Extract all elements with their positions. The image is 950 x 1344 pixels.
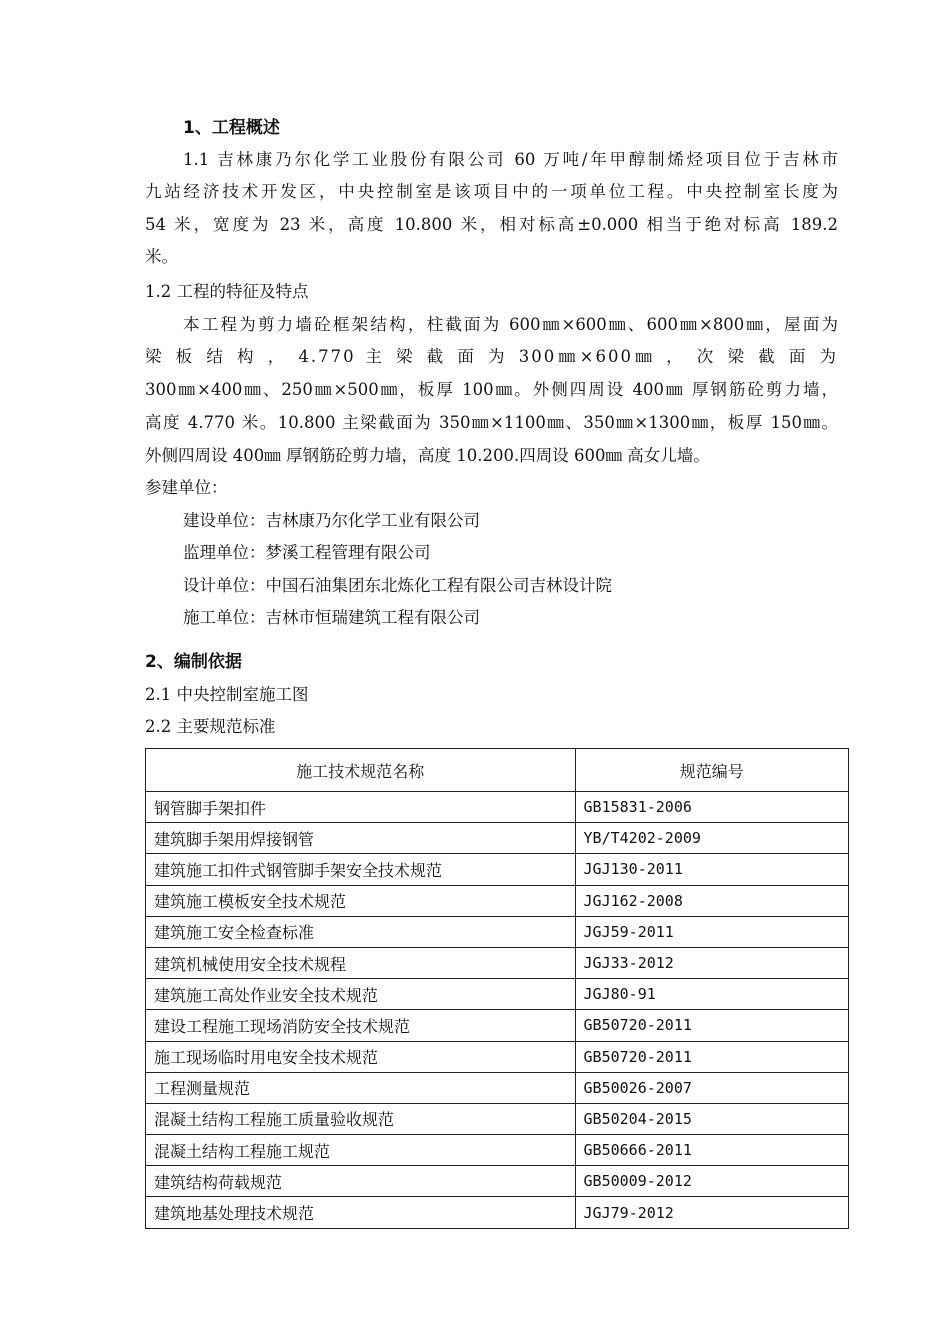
participant-supervision-unit: 监理单位：梦溪工程管理有限公司 [183,543,431,562]
table-row [146,1197,849,1228]
table-row [146,854,849,885]
section-2-heading: 2、编制依据 [145,652,242,672]
section-1-heading: 1、工程概述 [183,118,280,138]
table-row [146,979,849,1010]
standard-code: JGJ162-2008 [575,885,848,916]
table-row [146,885,849,916]
table-row [146,1103,849,1134]
paragraph-1-2-line: 本工程为剪力墙砼框架结构，柱截面为 600㎜×600㎜、600㎜×800㎜，屋面为 [183,315,838,334]
standard-name: 施工现场临时用电安全技术规范 [146,1041,576,1072]
table-row [146,1041,849,1072]
standard-name: 建筑施工扣件式钢管脚手架安全技术规范 [146,854,576,885]
table-row [146,1010,849,1041]
standard-name: 建筑地基处理技术规范 [146,1197,576,1228]
standard-code: JGJ80-91 [575,979,848,1010]
table-row [146,1072,849,1103]
table-row [146,1166,849,1197]
subsection-1-2-heading: 1.2 工程的特征及特点 [145,282,309,301]
standard-code: GB50026-2007 [575,1072,848,1103]
standard-code: GB50666-2011 [575,1135,848,1166]
standard-code: GB50720-2011 [575,1041,848,1072]
standard-code: JGJ59-2011 [575,916,848,947]
table-row [146,823,849,854]
standard-name: 工程测量规范 [146,1072,576,1103]
paragraph-1-1-line: 54 米，宽度为 23 米，高度 10.800 米，相对标高±0.000 相当于绝对标高 189.2 [145,215,838,234]
paragraph-1-2-line: 300㎜×400㎜、250㎜×500㎜，板厚 100㎜。外侧四周设 400㎜ 厚钢筋砼剪力墙， [145,380,838,399]
standard-code: GB50009-2012 [575,1166,848,1197]
column-header-name: 施工技术规范名称 [146,749,576,792]
standard-name: 建设工程施工现场消防安全技术规范 [146,1010,576,1041]
table-row [146,792,849,823]
standard-name: 建筑施工安全检查标准 [146,916,576,947]
table-row [146,1135,849,1166]
standard-code: GB50720-2011 [575,1010,848,1041]
standard-code: JGJ79-2012 [575,1197,848,1228]
standard-name: 混凝土结构工程施工规范 [146,1135,576,1166]
standard-code: GB15831-2006 [575,792,848,823]
table-header-row [146,749,849,792]
paragraph-1-2-line: 高度 4.770 米。10.800 主梁截面为 350㎜×1100㎜、350㎜×1300㎜，板厚 150㎜。 [145,413,838,432]
standard-name: 建筑结构荷载规范 [146,1166,576,1197]
standard-name: 混凝土结构工程施工质量验收规范 [146,1103,576,1134]
standard-code: GB50204-2015 [575,1103,848,1134]
standard-name: 建筑施工高处作业安全技术规范 [146,979,576,1010]
participant-design-unit: 设计单位：中国石油集团东北炼化工程有限公司吉林设计院 [183,576,612,595]
participant-contractor-unit: 施工单位：吉林市恒瑞建筑工程有限公司 [183,608,480,627]
paragraph-1-1-line: 米。 [145,247,178,266]
participants-label: 参建单位： [145,478,228,497]
standards-table [145,748,849,1229]
subsection-2-2-heading: 2.2 主要规范标准 [145,717,276,736]
table-row [146,947,849,978]
paragraph-1-1-line: 1.1 吉林康乃尔化学工业股份有限公司 60 万吨/年甲醇制烯烃项目位于吉林市 [183,150,838,169]
standard-name: 钢管脚手架扣件 [146,792,576,823]
paragraph-1-2-line: 外侧四周设 400㎜ 厚钢筋砼剪力墙，高度 10.200.四周设 600㎜ 高女儿墙。 [145,446,710,465]
standard-name: 建筑施工模板安全技术规范 [146,885,576,916]
standard-name: 建筑机械使用安全技术规程 [146,947,576,978]
subsection-2-1-heading: 2.1 中央控制室施工图 [145,685,309,704]
column-header-code: 规范编号 [575,749,848,792]
standard-code: YB/T4202-2009 [575,823,848,854]
paragraph-1-2-line: 梁 板 结 构 ， 4.770 主 梁 截 面 为 300㎜×600㎜ ， 次 梁 截 面 为 [145,347,838,366]
standard-name: 建筑脚手架用焊接钢管 [146,823,576,854]
table-row [146,916,849,947]
standard-code: JGJ130-2011 [575,854,848,885]
standard-code: JGJ33-2012 [575,947,848,978]
paragraph-1-1-line: 九站经济技术开发区，中央控制室是该项目中的一项单位工程。中央控制室长度为 [145,182,838,201]
participant-construction-unit: 建设单位：吉林康乃尔化学工业有限公司 [183,511,480,530]
